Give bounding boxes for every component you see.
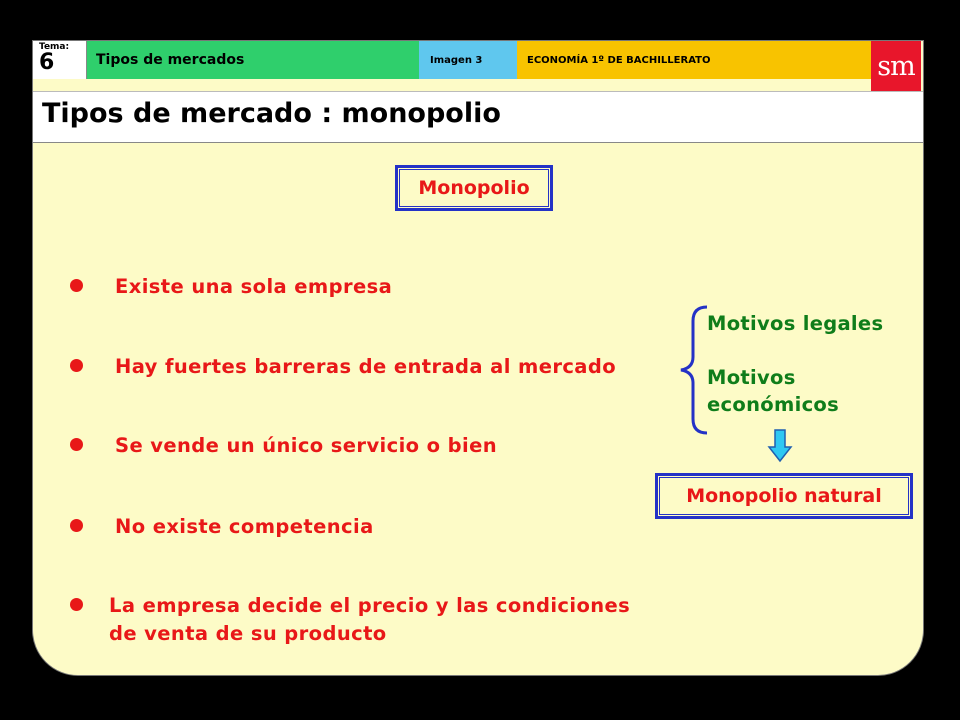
curly-brace-icon	[677, 305, 711, 435]
bullet-text-4: No existe competencia	[115, 515, 374, 538]
course-label: ECONOMÍA 1º DE BACHILLERATO	[517, 41, 873, 79]
bullet-text-5-cont: de venta de su producto	[109, 622, 387, 645]
bullet-dot-3	[70, 438, 83, 451]
monopolio-box-label: Monopolio	[418, 177, 530, 199]
monopolio-natural-label: Monopolio natural	[686, 485, 882, 507]
bullet-dot-1	[70, 279, 83, 292]
sm-logo: sm	[871, 41, 921, 91]
tema-label: Tema:	[39, 42, 70, 52]
image-label: Imagen 3	[419, 41, 517, 79]
bullet-text-1: Existe una sola empresa	[115, 275, 393, 298]
monopolio-box	[395, 165, 553, 211]
bullet-text-2: Hay fuertes barreras de entrada al mercado	[115, 355, 617, 378]
slide	[32, 40, 924, 676]
bullet-text-5: La empresa decide el precio y las condiciones	[109, 594, 631, 617]
motivos-economicos-line2: económicos	[707, 393, 840, 416]
section-title: Tipos de mercados	[87, 41, 419, 79]
page-title: Tipos de mercado : monopolio	[42, 98, 501, 129]
down-arrow-icon	[767, 429, 793, 463]
title-bar	[33, 91, 923, 143]
monopolio-natural-box	[655, 473, 913, 519]
tema-badge	[33, 41, 87, 79]
bullet-dot-4	[70, 519, 83, 532]
motivos-economicos-line1: Motivos	[707, 366, 796, 389]
motivos-legales: Motivos legales	[707, 312, 884, 335]
tema-number: 6	[39, 50, 55, 75]
bullet-dot-5	[70, 598, 83, 611]
bullet-text-3: Se vende un único servicio o bien	[115, 434, 498, 457]
bullet-dot-2	[70, 359, 83, 372]
